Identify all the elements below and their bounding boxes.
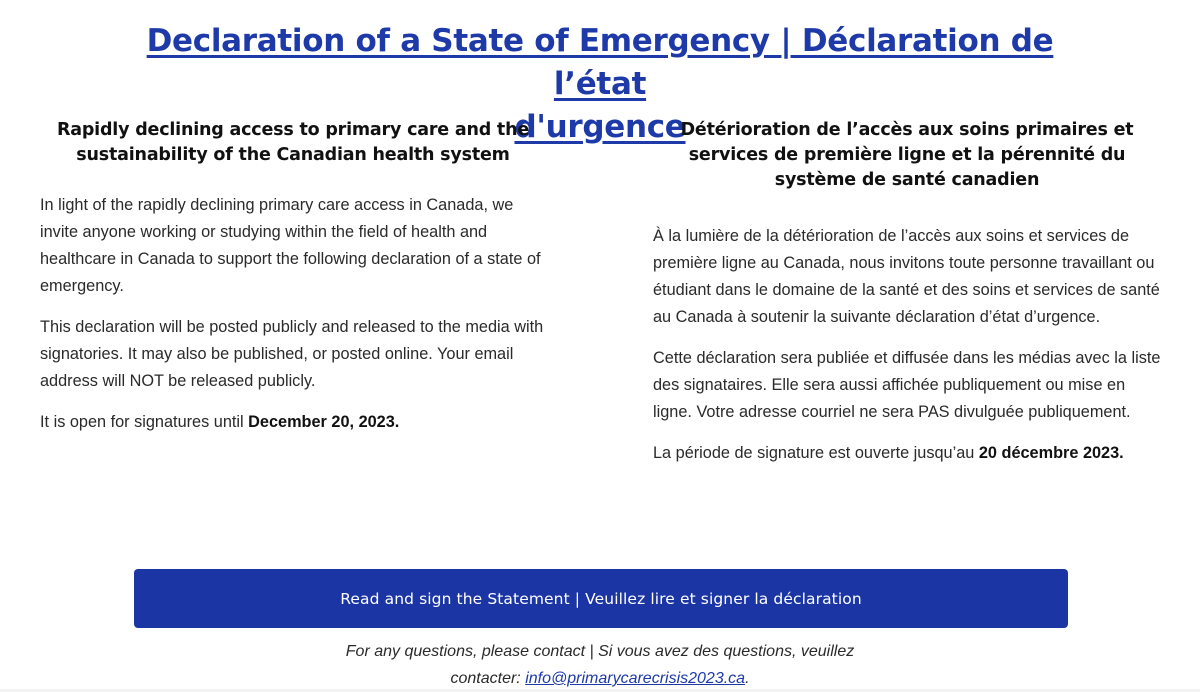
english-paragraph-2: This declaration will be posted publicly and released to the media with signatories. It may also be published, or posted online. Your email address will NOT be released publicly. xyxy=(40,318,544,390)
french-deadline xyxy=(653,440,1161,467)
read-and-sign-button[interactable] xyxy=(134,569,1068,628)
french-deadline-date: 20 décembre 2023. xyxy=(978,444,1124,462)
english-deadline xyxy=(40,409,546,436)
english-deadline-prefix: It is open for signatures until xyxy=(40,413,249,431)
title-line-1: Declaration of a State of Emergency | Déclaration de l’état xyxy=(146,23,1054,102)
french-column xyxy=(653,118,1161,481)
contact-info xyxy=(300,638,900,692)
english-column xyxy=(40,118,546,450)
english-deadline-date: December 20, 2023. xyxy=(248,413,400,431)
french-deadline-prefix: La période de signature est ouverte jusqu’au xyxy=(653,444,979,462)
french-paragraph-1: À la lumière de la détérioration de l’accès aux soins et services de première ligne au Canada, nous invitons toute personne travaillant ou étudiant dans le domaine de la santé et des soins et services de santé au Canada à soutenir la suivante déclaration d’état d’urgence. xyxy=(653,227,1160,326)
contact-suffix: . xyxy=(745,670,750,687)
english-heading: Rapidly declining access to primary care and the sustainability of the Canadian health system xyxy=(56,120,530,165)
contact-line-1: For any questions, please contact | Si vous avez des questions, veuillez xyxy=(345,643,855,660)
french-paragraph-2: Cette déclaration sera publiée et diffusée dans les médias avec la liste des signataires. Elle sera aussi affichée publiquement ou mise en ligne. Votre adresse courriel ne sera PAS divulguée publiquement. xyxy=(653,349,1161,421)
read-and-sign-label: Read and sign the Statement | Veuillez lire et signer la déclaration xyxy=(340,589,862,608)
title-line-2: d'urgence xyxy=(514,109,686,145)
french-heading: Détérioration de l’accès aux soins primaires et services de première ligne et la pérennité du système de santé canadien xyxy=(680,120,1134,190)
contact-line-2-prefix: contacter: xyxy=(450,670,526,687)
english-paragraph-1: In light of the rapidly declining primary care access in Canada, we invite anyone working or studying within the field of health and healthcare in Canada to support the following declaration of a state of emergency. xyxy=(40,196,541,295)
contact-email-link[interactable]: info@primarycarecrisis2023.ca xyxy=(525,670,746,687)
